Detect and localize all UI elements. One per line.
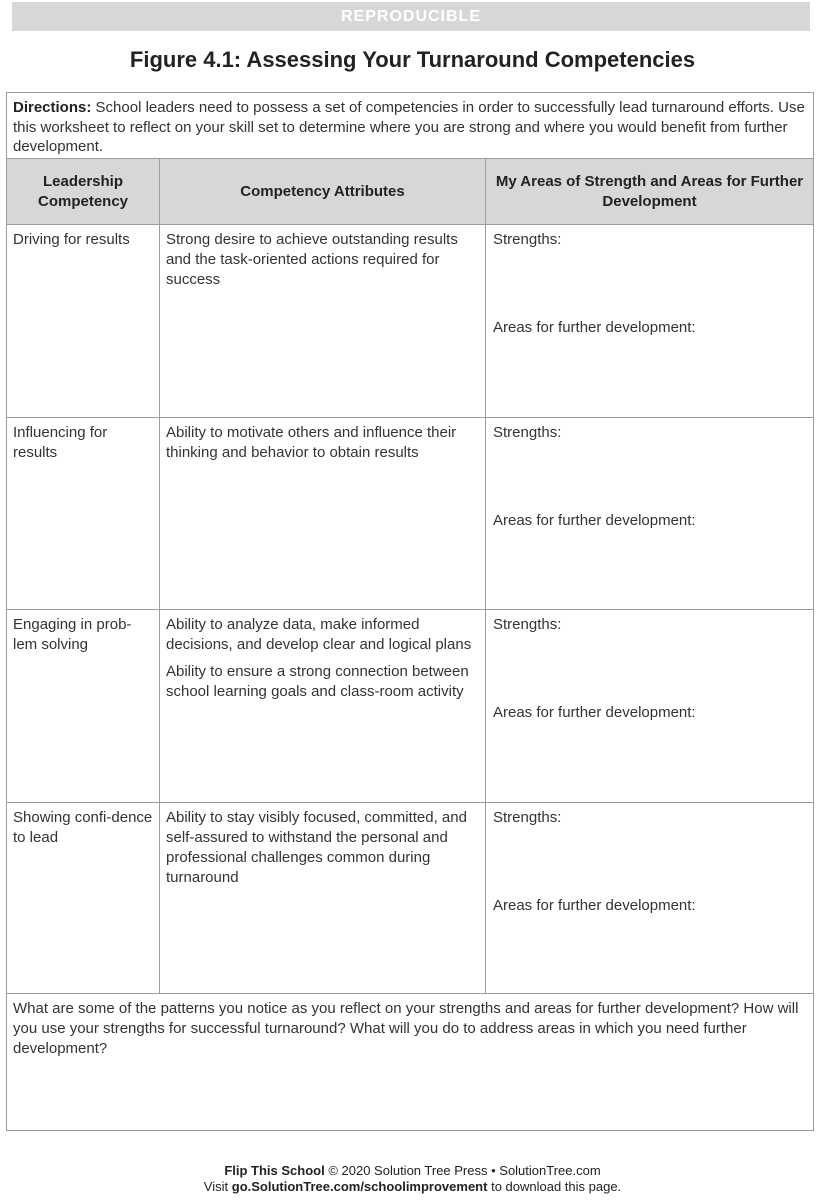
footer-book-title: Flip This School xyxy=(224,1163,325,1178)
attributes-cell xyxy=(160,610,486,802)
attribute-text: Ability to motivate others and influence their thinking and behavior to obtain results xyxy=(166,424,457,461)
page-footer xyxy=(0,1163,825,1195)
attributes-cell xyxy=(160,418,486,609)
table-row xyxy=(7,225,813,418)
footer-url[interactable]: go.SolutionTree.com/schoolimprovement xyxy=(231,1179,488,1194)
reflection-cell[interactable] xyxy=(486,225,813,417)
header-leadership-competency: Leadership Competency xyxy=(7,159,160,224)
competency-cell: Showing confi-dence to lead xyxy=(7,803,160,993)
reflection-cell[interactable] xyxy=(486,418,813,609)
reflection-prompt[interactable]: What are some of the patterns you notice as you reflect on your strengths and areas for further development? How will you use your strengths for successful turnaround? What will you do to address areas in which you need further development? xyxy=(13,1000,799,1057)
reproducible-banner: REPRODUCIBLE xyxy=(12,2,810,31)
strengths-label: Strengths: xyxy=(493,424,562,441)
footer-download: to download this page. xyxy=(491,1179,622,1194)
table-row xyxy=(7,610,813,803)
worksheet xyxy=(6,92,814,1131)
areas-label: Areas for further development: xyxy=(493,512,696,529)
attributes-cell xyxy=(160,803,486,993)
footer-copyright: © 2020 Solution Tree Press • SolutionTree.com xyxy=(328,1163,601,1178)
competency-cell: Engaging in prob-lem solving xyxy=(7,610,160,802)
table-row xyxy=(7,803,813,994)
strengths-label: Strengths: xyxy=(493,809,562,826)
header-competency-attributes: Competency Attributes xyxy=(160,159,486,224)
competency-cell: Driving for results xyxy=(7,225,160,417)
attribute-text: Strong desire to achieve outstanding results and the task-oriented actions required for success xyxy=(166,231,458,288)
competency-cell: Influencing for results xyxy=(7,418,160,609)
directions-label: Directions: xyxy=(13,99,92,116)
attribute-text: Ability to analyze data, make informed decisions, and develop clear and logical plans xyxy=(166,616,472,653)
table-header-row xyxy=(7,159,813,225)
reflection-cell[interactable] xyxy=(486,803,813,993)
directions-text: School leaders need to possess a set of competencies in order to successfully lead turnaround efforts. Use this worksheet to reflect on your skill set to determine where you are strong and where you would benefit from further development. xyxy=(13,99,805,155)
attribute-text: Ability to ensure a strong connection between school learning goals and class-room activity xyxy=(166,663,469,700)
attributes-cell xyxy=(160,225,486,417)
strengths-label: Strengths: xyxy=(493,231,562,248)
strengths-label: Strengths: xyxy=(493,616,562,633)
directions xyxy=(7,93,813,159)
areas-label: Areas for further development: xyxy=(493,704,696,721)
header-strengths-development: My Areas of Strength and Areas for Further Development xyxy=(495,173,804,210)
reflection-cell[interactable] xyxy=(486,610,813,802)
areas-label: Areas for further development: xyxy=(493,897,696,914)
areas-label: Areas for further development: xyxy=(493,319,696,336)
figure-title: Figure 4.1: Assessing Your Turnaround Competencies xyxy=(129,47,696,72)
footer-visit: Visit xyxy=(203,1179,229,1194)
table-row xyxy=(7,418,813,610)
attribute-text: Ability to stay visibly focused, committed, and self-assured to withstand the personal and professional challenges common during turnaround xyxy=(166,809,467,886)
